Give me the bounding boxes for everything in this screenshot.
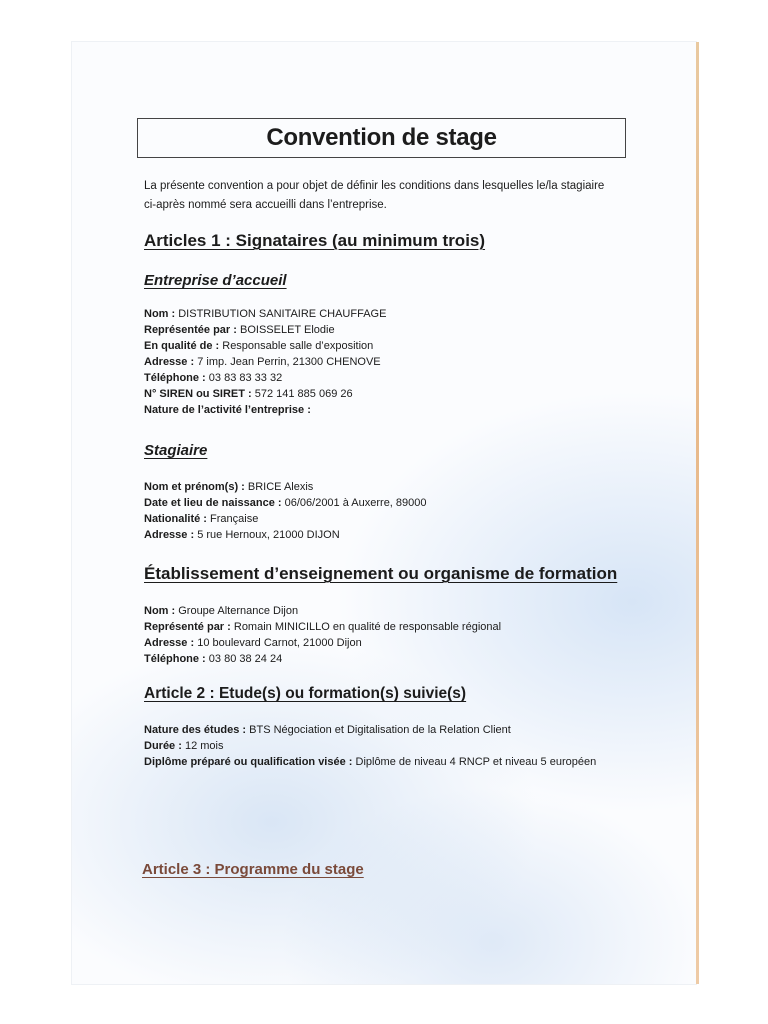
entreprise-fields xyxy=(144,306,386,418)
entreprise-heading: Entreprise d’accueil xyxy=(144,272,287,289)
field-label: Nature des études : xyxy=(144,724,247,736)
field-value: 5 rue Hernoux, 21000 DIJON xyxy=(194,529,340,541)
field-row xyxy=(144,354,386,370)
field-label: Nom et prénom(s) : xyxy=(144,481,245,493)
field-row xyxy=(144,635,501,651)
field-value: Diplôme de niveau 4 RNCP et niveau 5 européen xyxy=(352,756,597,768)
field-row xyxy=(144,738,596,754)
field-row xyxy=(144,603,501,619)
field-value: 12 mois xyxy=(181,740,224,752)
field-value: 03 80 38 24 24 xyxy=(205,653,283,665)
field-value: 10 boulevard Carnot, 21000 Dijon xyxy=(194,637,362,649)
field-value: BRICE Alexis xyxy=(244,481,314,493)
field-label: Nationalité : xyxy=(144,513,207,525)
field-value: Française xyxy=(206,513,259,525)
field-row xyxy=(144,651,501,667)
field-row xyxy=(144,306,386,322)
document-title: Convention de stage xyxy=(266,124,497,151)
field-row xyxy=(144,619,501,635)
field-row xyxy=(144,322,386,338)
field-label: Adresse : xyxy=(144,529,195,541)
field-label: Durée : xyxy=(144,740,182,752)
field-label: Téléphone : xyxy=(144,653,206,665)
field-value: 03 83 83 33 32 xyxy=(205,372,283,384)
field-value: 06/06/2001 à Auxerre, 89000 xyxy=(281,497,427,509)
article2-fields xyxy=(144,722,596,770)
field-value: 572 141 885 069 26 xyxy=(251,388,353,400)
field-value: Groupe Alternance Dijon xyxy=(175,605,299,617)
field-label: Représenté par : xyxy=(144,621,231,633)
field-row xyxy=(144,722,596,738)
title-box xyxy=(137,118,626,158)
intro-line-1: La présente convention a pour objet de définir les conditions dans lesquelles le/la stagiaire xyxy=(144,180,605,192)
field-label: Diplôme préparé ou qualification visée : xyxy=(144,756,353,768)
field-label: Téléphone : xyxy=(144,372,206,384)
field-row xyxy=(144,527,427,543)
field-label: En qualité de : xyxy=(144,340,220,352)
field-label: Date et lieu de naissance : xyxy=(144,497,282,509)
field-label: N° SIREN ou SIRET : xyxy=(144,388,252,400)
field-value: Responsable salle d’exposition xyxy=(219,340,374,352)
field-value: Romain MINICILLO en qualité de responsable régional xyxy=(230,621,502,633)
field-row xyxy=(144,386,386,402)
field-label: Nom : xyxy=(144,605,176,617)
field-label: Nom : xyxy=(144,308,176,320)
field-row xyxy=(144,754,596,770)
etablissement-heading: Établissement d’enseignement ou organisme de formation xyxy=(144,564,618,583)
field-row xyxy=(144,511,427,527)
intro-line-2: ci-après nommé sera accueilli dans l’entreprise. xyxy=(144,199,387,211)
stagiaire-fields xyxy=(144,479,427,543)
stagiaire-heading: Stagiaire xyxy=(144,442,208,459)
field-value: DISTRIBUTION SANITAIRE CHAUFFAGE xyxy=(175,308,387,320)
field-value: BOISSELET Elodie xyxy=(236,324,335,336)
etablissement-fields xyxy=(144,603,501,667)
article2-heading: Article 2 : Etude(s) ou formation(s) suivie(s) xyxy=(144,685,467,702)
field-label: Représentée par : xyxy=(144,324,237,336)
article3-heading: Article 3 : Programme du stage xyxy=(142,861,364,878)
paper-edge xyxy=(696,42,699,984)
field-label: Adresse : xyxy=(144,637,195,649)
field-value: BTS Négociation et Digitalisation de la Relation Client xyxy=(246,724,511,736)
field-row xyxy=(144,338,386,354)
field-row xyxy=(144,479,427,495)
article1-heading: Articles 1 : Signataires (au minimum trois) xyxy=(144,231,486,250)
field-label: Nature de l’activité l’entreprise : xyxy=(144,404,311,416)
field-value: 7 imp. Jean Perrin, 21300 CHENOVE xyxy=(194,356,381,368)
field-label: Adresse : xyxy=(144,356,195,368)
field-row xyxy=(144,402,386,418)
intro-paragraph xyxy=(144,177,624,215)
field-row xyxy=(144,495,427,511)
field-row xyxy=(144,370,386,386)
